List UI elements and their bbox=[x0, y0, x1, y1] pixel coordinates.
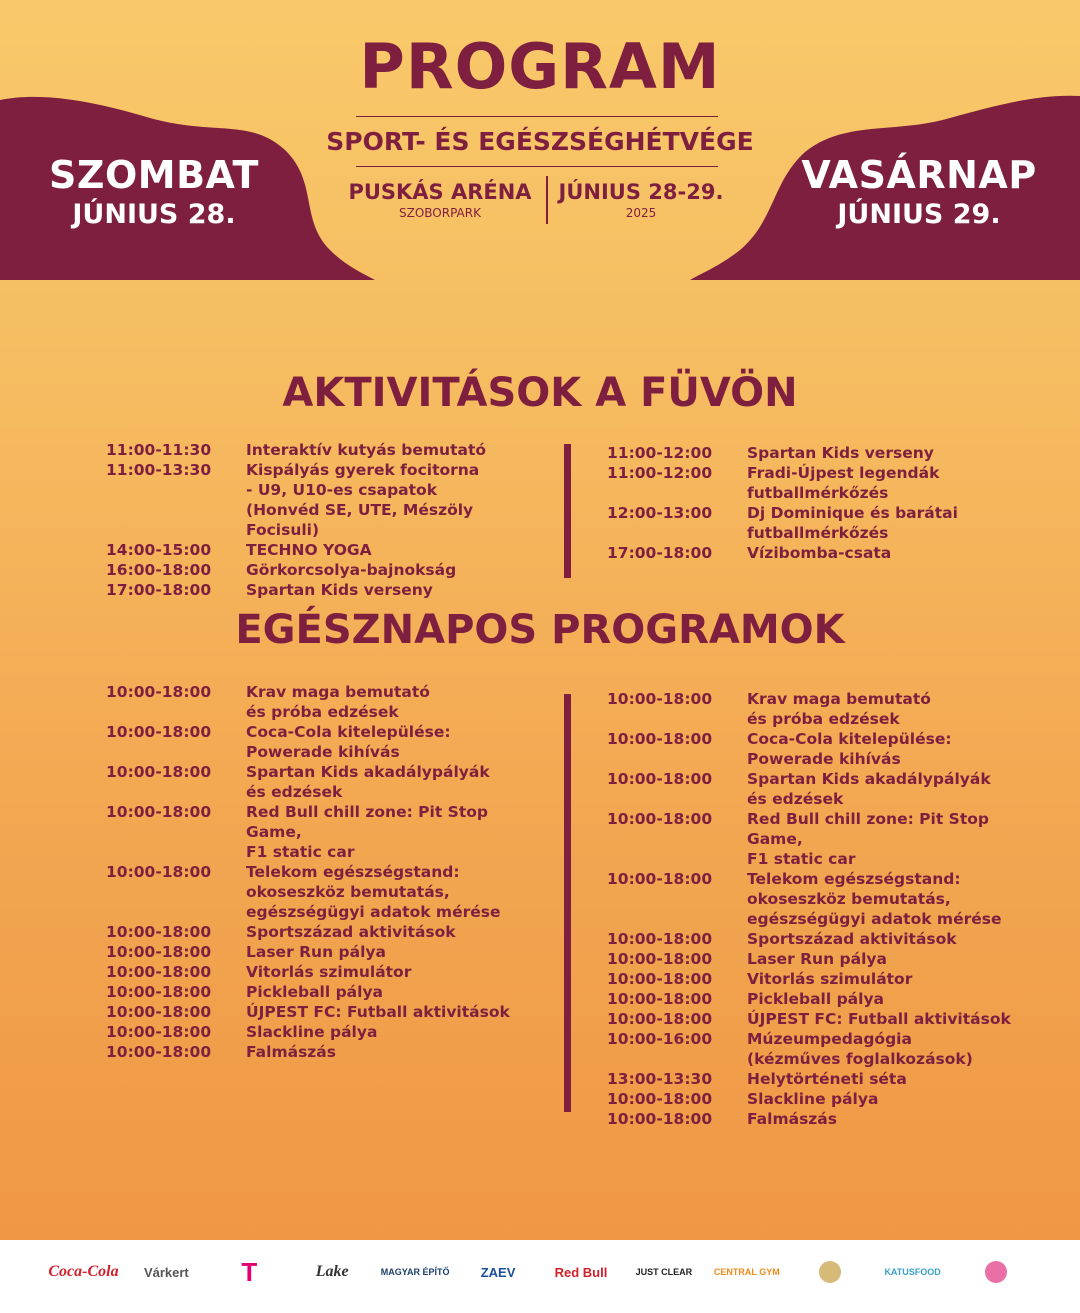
schedule-description: Falmászás bbox=[246, 1043, 336, 1061]
schedule-row bbox=[607, 949, 1047, 969]
schedule-description: Krav maga bemutató és próba edzések bbox=[747, 690, 931, 728]
schedule-row bbox=[607, 1009, 1047, 1029]
schedule-row bbox=[106, 862, 546, 922]
schedule-description: Spartan Kids verseny bbox=[246, 581, 433, 599]
schedule-description: Vitorlás szimulátor bbox=[747, 970, 913, 988]
schedule-time: 10:00-16:00 bbox=[607, 1030, 713, 1048]
schedule-description: Pickleball pálya bbox=[747, 990, 885, 1008]
allday-column-divider bbox=[564, 694, 571, 1112]
schedule-row bbox=[607, 869, 1047, 929]
zaev-logo: ZAEV bbox=[480, 1264, 516, 1280]
schedule-row bbox=[106, 560, 546, 580]
schedule-row bbox=[106, 762, 546, 802]
schedule-row bbox=[106, 1022, 546, 1042]
katusfood-logo: KATUSFOOD bbox=[884, 1267, 941, 1277]
schedule-time: 10:00-18:00 bbox=[106, 1003, 212, 1021]
schedule-time: 11:00-11:30 bbox=[106, 441, 212, 459]
schedule-time: 10:00-18:00 bbox=[106, 683, 212, 701]
schedule-time: 12:00-13:00 bbox=[607, 504, 713, 522]
schedule-time: 17:00-18:00 bbox=[106, 581, 212, 599]
grass-section-title: AKTIVITÁSOK A FÜVÖN bbox=[282, 370, 798, 416]
schedule-time: 10:00-18:00 bbox=[607, 770, 713, 788]
schedule-row bbox=[106, 1042, 546, 1062]
schedule-row bbox=[607, 729, 1047, 769]
schedule-time: 10:00-18:00 bbox=[607, 950, 713, 968]
venue-block bbox=[340, 180, 540, 220]
schedule-description: Sportszázad aktivitások bbox=[747, 930, 957, 948]
schedule-description: TECHNO YOGA bbox=[246, 541, 372, 559]
schedule-description: Vízibomba-csata bbox=[747, 544, 892, 562]
schedule-row bbox=[607, 809, 1047, 869]
schedule-row bbox=[607, 443, 1047, 463]
allday-section-title: EGÉSZNAPOS PROGRAMOK bbox=[235, 607, 845, 653]
schedule-description: Red Bull chill zone: Pit Stop Game, F1 static car bbox=[747, 810, 989, 868]
schedule-time: 10:00-18:00 bbox=[106, 803, 212, 821]
schedule-time: 11:00-12:00 bbox=[607, 464, 713, 482]
schedule-row bbox=[607, 969, 1047, 989]
schedule-description: Spartan Kids akadálypályák és edzések bbox=[246, 763, 490, 801]
grass-saturday-list bbox=[106, 440, 546, 600]
schedule-time: 10:00-18:00 bbox=[607, 1110, 713, 1128]
allday-sunday-list bbox=[607, 689, 1047, 1129]
schedule-time: 17:00-18:00 bbox=[607, 544, 713, 562]
schedule-time: 10:00-18:00 bbox=[106, 1023, 212, 1041]
schedule-description: Krav maga bemutató és próba edzések bbox=[246, 683, 430, 721]
schedule-row bbox=[607, 1089, 1047, 1109]
flower-logo bbox=[791, 1256, 868, 1288]
schedule-time: 10:00-18:00 bbox=[607, 810, 713, 828]
telekom-logo: T bbox=[241, 1256, 258, 1287]
schedule-time: 10:00-18:00 bbox=[106, 943, 212, 961]
schedule-time: 10:00-18:00 bbox=[607, 1010, 713, 1028]
schedule-time: 10:00-18:00 bbox=[106, 1043, 212, 1061]
just-clear-logo: JUST CLEAR bbox=[635, 1267, 693, 1277]
schedule-description: Spartan Kids verseny bbox=[747, 444, 934, 462]
schedule-description: Interaktív kutyás bemutató bbox=[246, 441, 487, 459]
schedule-description: Slackline pálya bbox=[747, 1090, 879, 1108]
schedule-description: Laser Run pálya bbox=[747, 950, 887, 968]
schedule-time: 10:00-18:00 bbox=[607, 870, 713, 888]
schedule-description: Red Bull chill zone: Pit Stop Game, F1 static car bbox=[246, 803, 488, 861]
schedule-time: 10:00-18:00 bbox=[607, 690, 713, 708]
lake-logo: Lake bbox=[315, 1263, 349, 1280]
schedule-time: 10:00-18:00 bbox=[106, 763, 212, 781]
sunday-label bbox=[790, 153, 1048, 230]
schedule-time: 10:00-18:00 bbox=[607, 730, 713, 748]
schedule-description: Laser Run pálya bbox=[246, 943, 386, 961]
schedule-row bbox=[607, 769, 1047, 809]
schedule-time: 14:00-15:00 bbox=[106, 541, 212, 559]
schedule-row bbox=[106, 982, 546, 1002]
grass-sunday-list bbox=[607, 443, 1047, 563]
schedule-row bbox=[607, 503, 1047, 543]
schedule-row bbox=[106, 922, 546, 942]
schedule-row bbox=[607, 989, 1047, 1009]
schedule-description: Coca-Cola kitelepülése: Powerade kihívás bbox=[747, 730, 952, 768]
saturday-label bbox=[40, 153, 268, 230]
schedule-description: Múzeumpedagógia (kézműves foglalkozások) bbox=[747, 1030, 973, 1068]
schedule-description: Görkorcsolya-bajnokság bbox=[246, 561, 457, 579]
schedule-description: ÚJPEST FC: Futball aktivitások bbox=[246, 1003, 510, 1021]
schedule-description: Coca-Cola kitelepülése: Powerade kihívás bbox=[246, 723, 451, 761]
magyar-epito-logo: MAGYAR ÉPÍTŐ bbox=[380, 1267, 450, 1277]
schedule-time: 10:00-18:00 bbox=[106, 963, 212, 981]
schedule-time: 10:00-18:00 bbox=[106, 863, 212, 881]
schedule-time: 13:00-13:30 bbox=[607, 1070, 713, 1088]
colorful-logo bbox=[957, 1256, 1034, 1288]
event-dates: JÚNIUS 28-29. bbox=[558, 180, 724, 204]
schedule-description: Fradi-Újpest legendák futballmérkőzés bbox=[747, 464, 940, 502]
schedule-time: 10:00-18:00 bbox=[607, 1090, 713, 1108]
schedule-row bbox=[106, 962, 546, 982]
red-bull-logo: Red Bull bbox=[554, 1264, 608, 1280]
schedule-row bbox=[106, 460, 546, 540]
schedule-row bbox=[607, 929, 1047, 949]
allday-saturday-list bbox=[106, 682, 546, 1062]
schedule-description: Sportszázad aktivitások bbox=[246, 923, 456, 941]
schedule-time: 10:00-18:00 bbox=[607, 990, 713, 1008]
schedule-row bbox=[106, 1002, 546, 1022]
schedule-row bbox=[607, 463, 1047, 503]
schedule-time: 10:00-18:00 bbox=[607, 930, 713, 948]
schedule-description: Slackline pálya bbox=[246, 1023, 378, 1041]
schedule-time: 10:00-18:00 bbox=[106, 923, 212, 941]
schedule-description: Dj Dominique és barátai futballmérkőzés bbox=[747, 504, 958, 542]
schedule-description: ÚJPEST FC: Futball aktivitások bbox=[747, 1010, 1011, 1028]
crest-logo: Várkert bbox=[143, 1264, 189, 1280]
schedule-description: Spartan Kids akadálypályák és edzések bbox=[747, 770, 991, 808]
schedule-row bbox=[106, 802, 546, 862]
schedule-row bbox=[106, 540, 546, 560]
schedule-row bbox=[607, 543, 1047, 563]
saturday-name: SZOMBAT bbox=[49, 153, 259, 197]
schedule-description: Kispályás gyerek focitorna - U9, U10-es csapatok (Honvéd SE, UTE, Mészöly Focisuli) bbox=[246, 461, 480, 539]
schedule-row bbox=[607, 689, 1047, 729]
venue-sub: SZOBORPARK bbox=[399, 206, 481, 220]
schedule-row bbox=[106, 722, 546, 762]
grass-column-divider bbox=[564, 444, 571, 578]
schedule-row bbox=[106, 682, 546, 722]
schedule-row bbox=[106, 440, 546, 460]
sunday-name: VASÁRNAP bbox=[801, 153, 1037, 197]
schedule-description: Helytörténeti séta bbox=[747, 1070, 907, 1088]
sunday-date: JÚNIUS 29. bbox=[837, 199, 1001, 230]
schedule-description: Falmászás bbox=[747, 1110, 837, 1128]
schedule-row bbox=[106, 580, 546, 600]
schedule-description: Vitorlás szimulátor bbox=[246, 963, 412, 981]
coca-cola-logo: Coca-Cola bbox=[48, 1263, 119, 1280]
schedule-row bbox=[607, 1029, 1047, 1069]
event-subtitle: SPORT- ÉS EGÉSZSÉGHÉTVÉGE bbox=[326, 127, 754, 156]
schedule-row bbox=[607, 1109, 1047, 1129]
event-year: 2025 bbox=[625, 206, 657, 220]
title-divider-top bbox=[356, 116, 718, 117]
schedule-time: 11:00-12:00 bbox=[607, 444, 713, 462]
schedule-time: 16:00-18:00 bbox=[106, 561, 212, 579]
central-gym-logo: CENTRAL GYM bbox=[713, 1267, 780, 1277]
dates-block bbox=[548, 180, 734, 220]
title-divider-bottom bbox=[356, 166, 718, 167]
page-title: PROGRAM bbox=[359, 30, 721, 103]
schedule-time: 11:00-13:30 bbox=[106, 461, 212, 479]
schedule-row bbox=[106, 942, 546, 962]
schedule-time: 10:00-18:00 bbox=[607, 970, 713, 988]
schedule-description: Pickleball pálya bbox=[246, 983, 384, 1001]
schedule-row bbox=[607, 1069, 1047, 1089]
saturday-date: JÚNIUS 28. bbox=[72, 199, 236, 230]
schedule-description: Telekom egészségstand: okoseszköz bemutatás, egészségügyi adatok mérése bbox=[246, 863, 501, 921]
schedule-time: 10:00-18:00 bbox=[106, 983, 212, 1001]
schedule-description: Telekom egészségstand: okoseszköz bemutatás, egészségügyi adatok mérése bbox=[747, 870, 1002, 928]
schedule-time: 10:00-18:00 bbox=[106, 723, 212, 741]
venue-name: PUSKÁS ARÉNA bbox=[348, 180, 532, 204]
